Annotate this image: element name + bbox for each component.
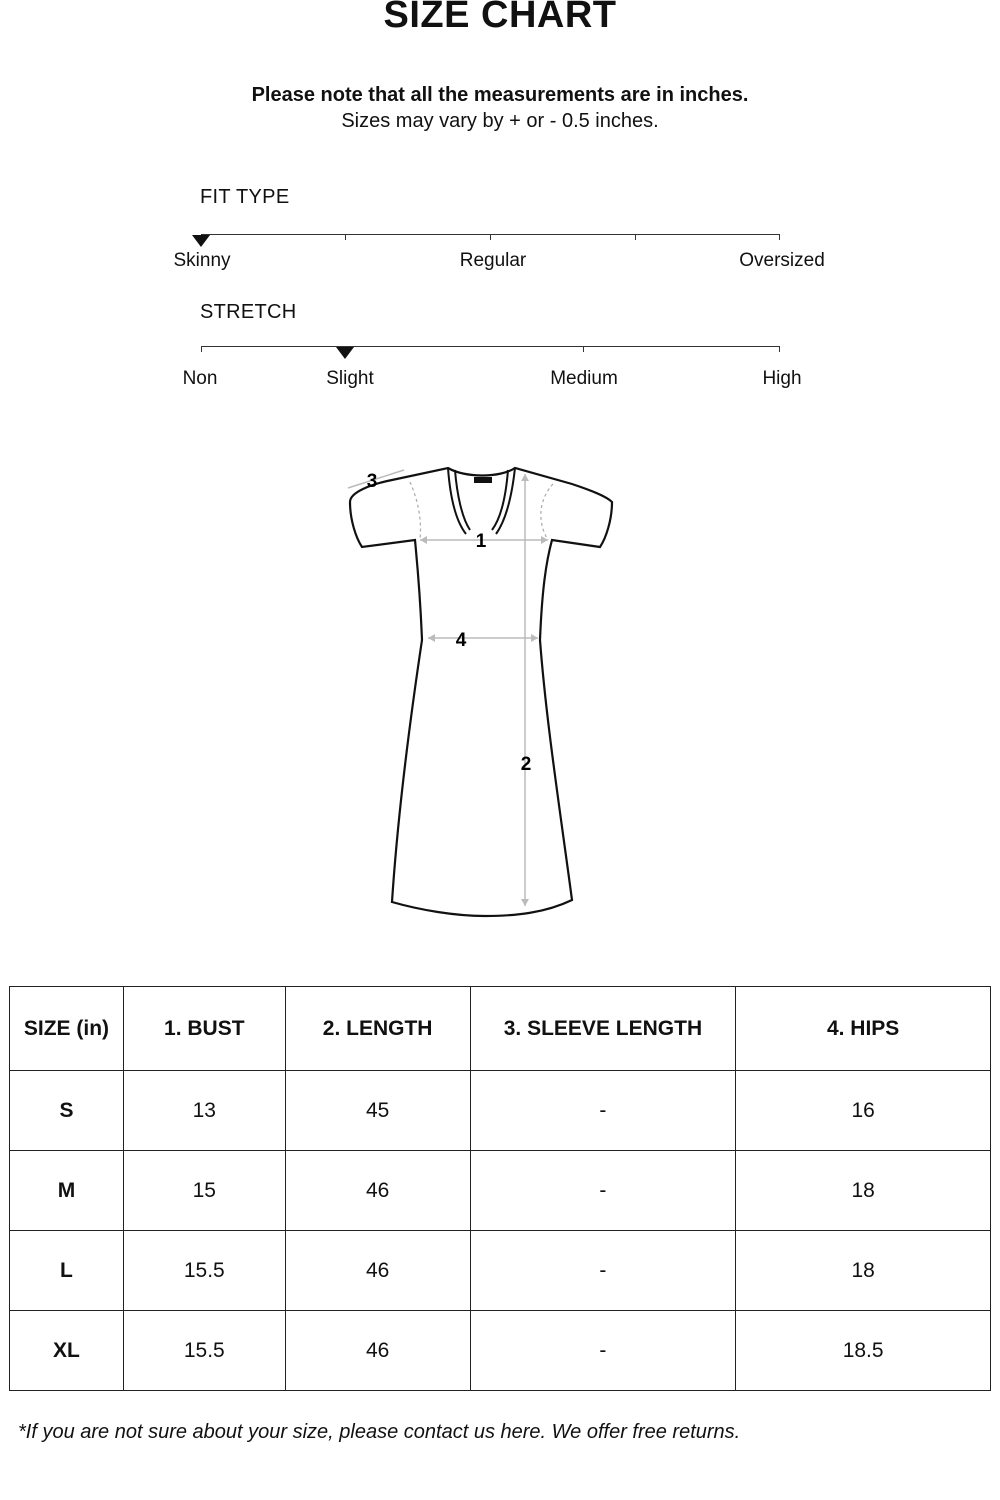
stretch-label-non: Non (182, 368, 218, 389)
cell-sleeve-length: - (470, 1071, 736, 1151)
cell-hips: 16 (736, 1071, 991, 1151)
length-marker: 2 (520, 754, 532, 775)
cell-hips: 18.5 (736, 1311, 991, 1391)
cell-length: 46 (285, 1231, 470, 1311)
cell-sleeve-length: - (470, 1311, 736, 1391)
cell-hips: 18 (736, 1231, 991, 1311)
cell-size: XL (10, 1311, 124, 1391)
hips-marker: 4 (455, 630, 467, 651)
footnote: *If you are not sure about your size, please contact us here. We offer free returns. (18, 1421, 741, 1443)
page-title: SIZE CHART (383, 0, 617, 36)
header-sleeve-length: 3. SLEEVE LENGTH (470, 987, 736, 1071)
cell-hips: 18 (736, 1151, 991, 1231)
table-header-row (10, 987, 991, 1071)
bust-marker: 1 (475, 531, 487, 552)
cell-size: S (10, 1071, 124, 1151)
header-hips: 4. HIPS (736, 987, 991, 1071)
cell-bust: 15.5 (123, 1311, 285, 1391)
cell-bust: 15.5 (123, 1231, 285, 1311)
cell-length: 45 (285, 1071, 470, 1151)
fit-type-label-skinny: Skinny (173, 250, 231, 271)
sleeve-marker: 3 (366, 471, 378, 492)
fit-type-label-regular: Regular (459, 250, 527, 271)
fit-type-tick (490, 234, 491, 240)
stretch-title: STRETCH (200, 301, 297, 323)
stretch-marker-icon (336, 347, 354, 359)
table-row (10, 1151, 991, 1231)
header-bust: 1. BUST (123, 987, 285, 1071)
stretch-label-high: High (762, 368, 802, 389)
header-size: SIZE (in) (10, 987, 124, 1071)
cell-length: 46 (285, 1151, 470, 1231)
cell-length: 46 (285, 1311, 470, 1391)
fit-type-tick (345, 234, 346, 240)
stretch-tick (583, 346, 584, 352)
variance-note: Sizes may vary by + or - 0.5 inches. (341, 110, 659, 132)
stretch-tick (201, 346, 202, 352)
armhole-guide (410, 482, 421, 540)
fit-type-tick (779, 234, 780, 240)
fit-type-marker-icon (192, 235, 210, 247)
stretch-label-slight: Slight (326, 368, 374, 389)
cell-sleeve-length: - (470, 1151, 736, 1231)
header-length: 2. LENGTH (285, 987, 470, 1071)
stretch-label-medium: Medium (550, 368, 618, 389)
cell-bust: 15 (123, 1151, 285, 1231)
cell-sleeve-length: - (470, 1231, 736, 1311)
fit-type-tick (635, 234, 636, 240)
fit-type-label-oversized: Oversized (739, 250, 825, 271)
cell-size: L (10, 1231, 124, 1311)
table-row (10, 1311, 991, 1391)
table-row (10, 1231, 991, 1311)
table-row (10, 1071, 991, 1151)
fit-type-title: FIT TYPE (200, 186, 290, 208)
dress-diagram (320, 455, 640, 925)
size-table (9, 986, 991, 1391)
armhole-guide (541, 484, 553, 540)
stretch-line (201, 346, 780, 347)
neck-label-icon (474, 477, 492, 483)
cell-bust: 13 (123, 1071, 285, 1151)
stretch-tick (779, 346, 780, 352)
cell-size: M (10, 1151, 124, 1231)
measurement-note: Please note that all the measurements are in inches. (251, 84, 749, 106)
